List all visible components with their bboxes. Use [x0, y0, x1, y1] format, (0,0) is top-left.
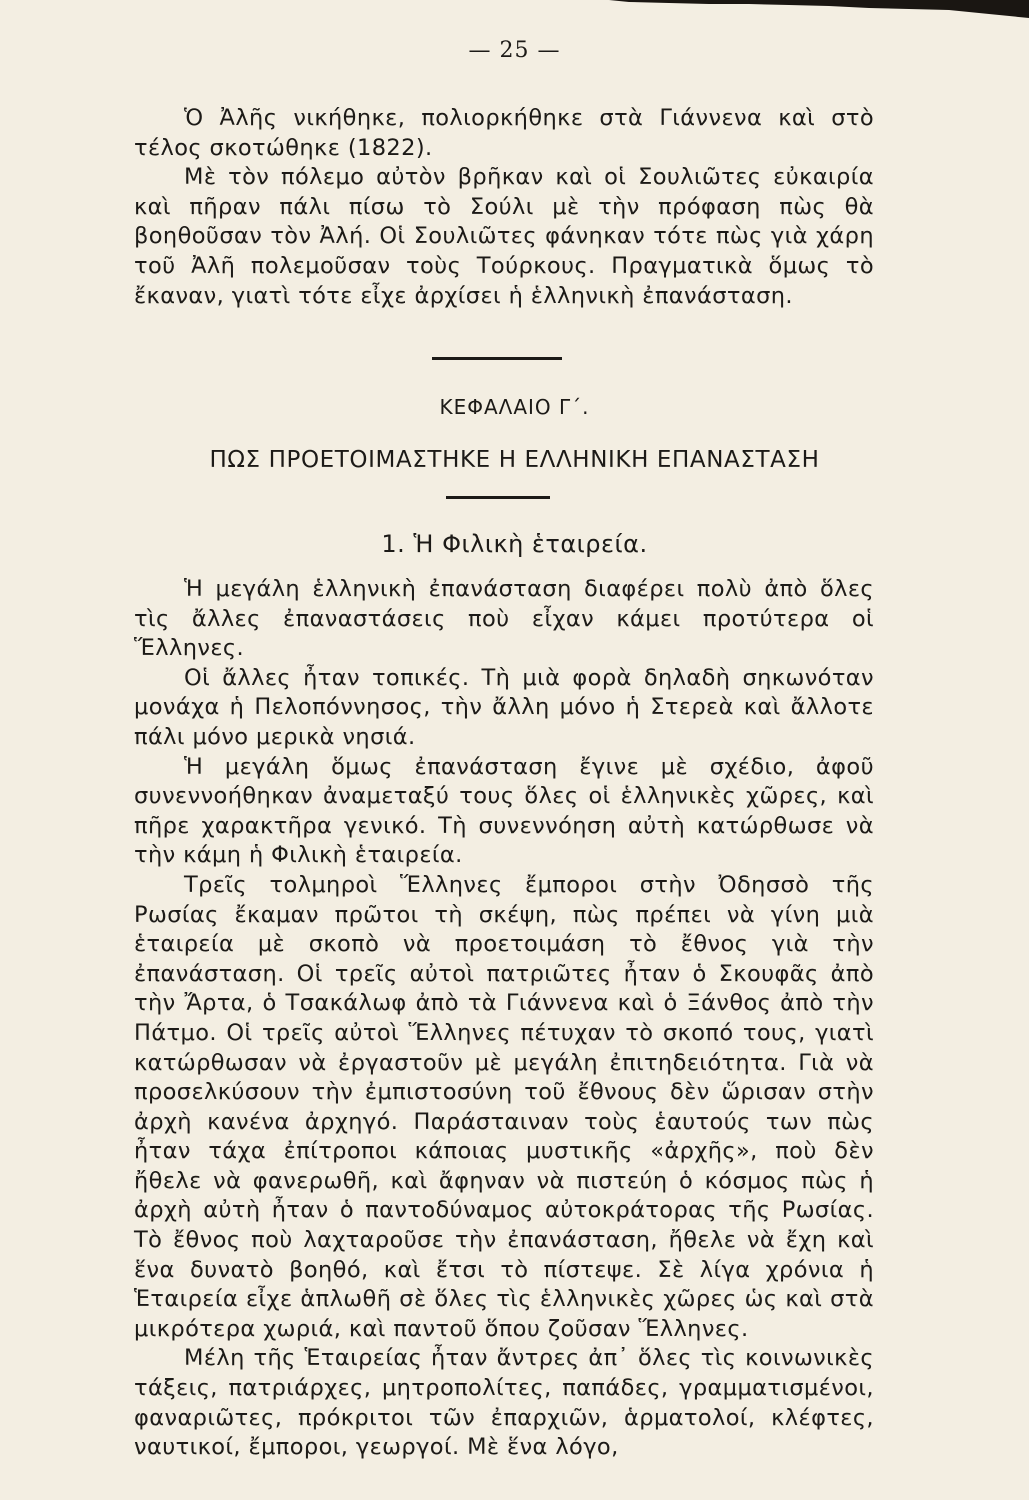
torn-edge [609, 0, 1029, 22]
page-number: — 25 — [468, 38, 561, 63]
paragraph: Ὁ Ἀλῆς νικήθηκε, πολιορκήθηκε στὰ Γιάννενα καὶ στὸ τέλος σκοτώθηκε (1822). [134, 105, 874, 161]
paragraph: Τρεῖς τολμηροὶ Ἕλληνες ἔμποροι στὴν Ὀδησσὸ τῆς Ρωσίας ἔκαμαν πρῶτοι τὴ σκέψη, πὼς πρέπει νὰ γίνη μιὰ ἑταιρεία μὲ σκοπὸ νὰ προετοιμάση τὸ ἔθνος γιὰ τὴν ἐπανάσταση. Οἱ τρεῖς αὐτοὶ πατριῶτες ἦταν ὁ Σκουφᾶς ἀπὸ τὴν Ἄρτα, ὁ Τσακάλωφ ἀπὸ τὰ Γιάννενα καὶ ὁ Ξάνθος ἀπὸ τὴν Πάτμο. Οἱ τρεῖς αὐτοὶ Ἕλληνες πέτυχαν τὸ σκοπό τους, γιατὶ κατώρθωσαν νὰ ἐργαστοῦν μὲ μεγάλη ἐπιτηδειότητα. Γιὰ νὰ προσελκύσουν τὴν ἐμπιστοσύνη τοῦ ἔθνους δὲν ὥρισαν στὴν ἀρχὴ κανένα ἀρχηγό. Παράσταιναν τοὺς ἑαυτούς των πὼς ἦταν τάχα ἐπίτροποι κάποιας μυστικῆς «ἀρχῆς», ποὺ δὲν ἤθελε νὰ φανερωθῆ, καὶ ἄφηναν νὰ πιστεύη ὁ κόσμος πὼς ἡ ἀρχὴ αὐτὴ ἦταν ὁ παντοδύναμος αὐτοκράτορας τῆς Ρωσίας. Τὸ ἔθνος ποὺ λαχταροῦσε τὴν ἐπανάσταση, ἤθελε νὰ ἔχη καὶ ἕνα δυνατὸ βοηθό, καὶ ἔτσι τὸ πίστεψε. Σὲ λίγα χρόνια ἡ Ἑταιρεία εἶχε ἁπλωθῆ σὲ ὅλες τὶς ἑλληνικὲς χῶρες ὡς καὶ στὰ μικρότερα χωριά, καὶ παντοῦ ὅπου ζοῦσαν Ἕλληνες. [134, 871, 874, 1342]
chapter-title: ΠΩΣ ΠΡΟΕΤΟΙΜΑΣΤΗΚΕ Η ΕΛΛΗΝΙΚΗ ΕΠΑΝΑΣΤΑΣΗ [209, 447, 820, 473]
paragraph: Ἡ μεγάλη ἑλληνικὴ ἐπανάσταση διαφέρει πολὺ ἀπὸ ὅλες τὶς ἄλλες ἐπαναστάσεις ποὺ εἶχαν κάμει προτύτερα οἱ Ἕλληνες. [134, 576, 874, 662]
paragraph: Ἡ μεγάλη ὅμως ἐπανάσταση ἔγινε μὲ σχέδιο, ἀφοῦ συνεννοήθηκαν ἀναμεταξύ τους ὅλες οἱ ἑλληνικὲς χῶρες, καὶ πῆρε χαρακτῆρα γενικό. Τὴ συνεννόηση αὐτὴ κατώρθωσε νὰ τὴν κάμη ἡ Φιλικὴ ἑταιρεία. [134, 753, 874, 869]
divider [432, 357, 562, 360]
section-body [134, 575, 874, 1463]
chapter-label: ΚΕΦΑΛΑΙΟ Γ΄. [439, 395, 590, 419]
paragraph: Μὲ τὸν πόλεμο αὐτὸν βρῆκαν καὶ οἱ Σουλιῶτες εὐκαιρία καὶ πῆραν πάλι πίσω τὸ Σούλι μὲ τὴν πρόφαση πὼς θὰ βοηθοῦσαν τὸν Ἀλή. Οἱ Σουλιῶτες φάνηκαν τότε πὼς γιὰ χάρη τοῦ Ἀλῆ πολεμοῦσαν τοὺς Τούρκους. Πραγματικὰ ὅμως τὸ ἔκαναν, γιατὶ τότε εἶχε ἀρχίσει ἡ ἑλληνικὴ ἐπανάσταση. [134, 164, 874, 309]
section-heading: 1. Ἡ Φιλικὴ ἑταιρεία. [381, 530, 648, 558]
divider [446, 496, 550, 499]
paragraph: Μέλη τῆς Ἑταιρείας ἦταν ἄντρες ἀπ᾽ ὅλες τὶς κοινωνικὲς τάξεις, πατριάρχες, μητροπολίτες, παπάδες, γραμματισμένοι, φαναριῶτες, πρόκριτοι τῶν ἐπαρχιῶν, ἁρματολοί, κλέφτες, ναυτικοί, ἔμποροι, γεωργοί. Μὲ ἕνα λόγο, [134, 1345, 874, 1461]
intro-text [134, 104, 874, 311]
paragraph: Οἱ ἄλλες ἦταν τοπικές. Τὴ μιὰ φορὰ δηλαδὴ σηκωνόταν μονάχα ἡ Πελοπόννησος, τὴν ἄλλη μόνο ἡ Στερεὰ καὶ ἄλλοτε πάλι μόνο μερικὰ νησιά. [134, 664, 874, 750]
